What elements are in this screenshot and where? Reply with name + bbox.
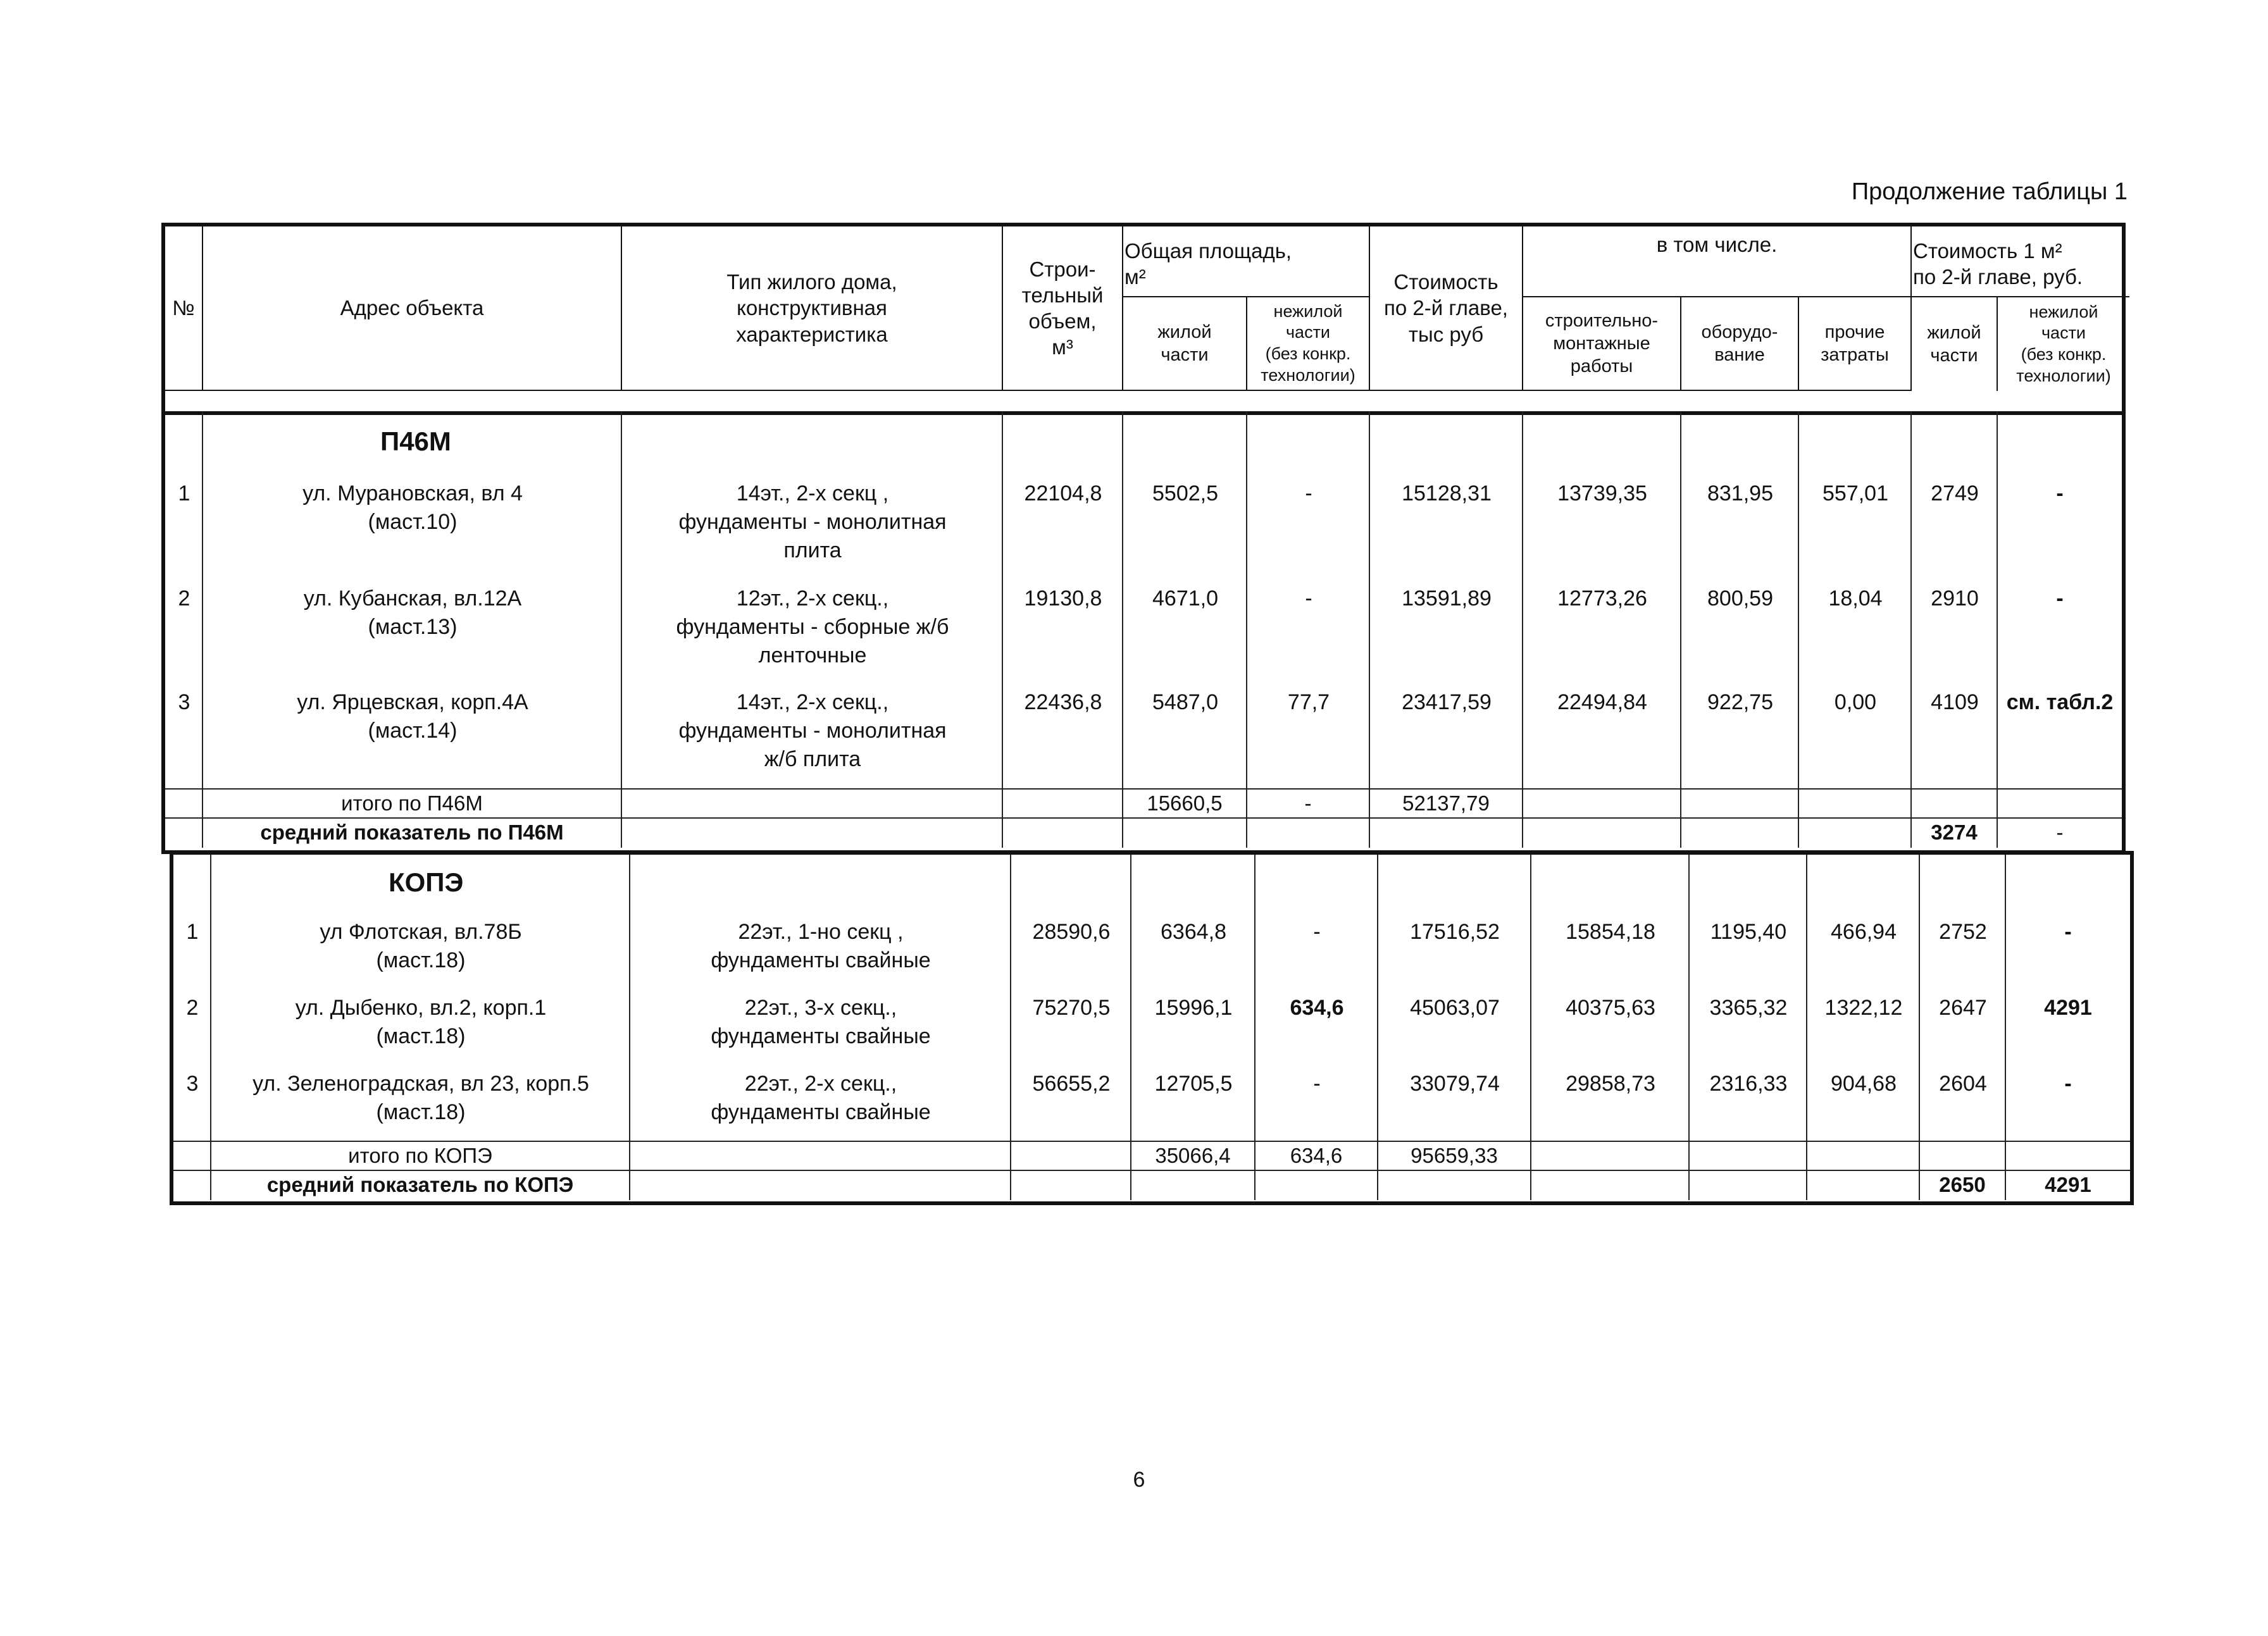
table-row: 3 ул. Зеленоградская, вл 23, корп.5 (маст.18) 22эт., 2-х секц., фундаменты свайные 56655,2 12705,5 - 33079,74 29858,73 2316,33 904,68 2604 - bbox=[186, 1072, 2072, 1125]
header-volume: Строи- тельный объем, м³ bbox=[1003, 226, 1123, 391]
table-continuation-caption: Продолжение таблицы 1 bbox=[1851, 178, 2128, 205]
table-header bbox=[161, 223, 2126, 415]
header-area-residential: жилой части bbox=[1123, 297, 1247, 391]
average-row: средний показатель по КОПЭ 2650 4291 bbox=[173, 1170, 2130, 1200]
table-row: 1 ул Флотская, вл.78Б (маст.18) 22эт., 1-но секц , фундаменты свайные 28590,6 6364,8 - 17516,52 15854,18 1195,40 466,94 2752 - bbox=[186, 920, 2072, 973]
table-row: 2 ул. Дыбенко, вл.2, корп.1 (маст.18) 22эт., 3-х секц., фундаменты свайные 75270,5 15996,1 634,6 45063,07 40375,63 3365,32 1322,12 2647 4291 bbox=[186, 996, 2092, 1049]
header-address: Адрес объекта bbox=[203, 226, 622, 391]
header-building-type: Тип жилого дома, конструктивная характеристика bbox=[622, 226, 1003, 391]
average-row: средний показатель по П46М 3274 - bbox=[165, 817, 2122, 848]
header-construction-works: строительно- монтажные работы bbox=[1523, 297, 1681, 391]
group-title: П46М bbox=[380, 426, 451, 456]
page-number: 6 bbox=[1133, 1468, 1145, 1492]
total-row: итого по П46М 15660,5 - 52137,79 bbox=[165, 788, 2122, 819]
header-including: в том числе. bbox=[1523, 226, 1912, 297]
header-equipment: оборудо- вание bbox=[1681, 297, 1799, 391]
group-p46m bbox=[161, 411, 2126, 854]
table-row: 2 ул. Кубанская, вл.12А (маст.13) 12эт., 2-х секц., фундаменты - сборные ж/б ленточные 19130,8 4671,0 - 13591,89 12773,26 800,59 18,04 2910 - bbox=[178, 586, 2064, 668]
header-no: № bbox=[165, 226, 203, 391]
group-kope bbox=[170, 851, 2134, 1205]
table-row: 1 ул. Мурановская, вл 4 (маст.10) 14эт., 2-х секц , фундаменты - монолитная плита 22104,8 5502,5 - 15128,31 13739,35 831,95 557,01 2749 - bbox=[178, 481, 2064, 563]
header-cost: Стоимость по 2-й главе, тыс руб bbox=[1370, 226, 1523, 391]
header-other-costs: прочие затраты bbox=[1799, 297, 1912, 391]
total-row: итого по КОПЭ 35066,4 634,6 95659,33 bbox=[173, 1141, 2130, 1171]
group-title: КОПЭ bbox=[389, 867, 464, 897]
header-area-nonresidential: нежилой части (без конкр. технологии) bbox=[1247, 297, 1370, 391]
table-row: 3 ул. Ярцевская, корп.4А (маст.14) 14эт., 2-х секц., фундаменты - монолитная ж/б плита 22436,8 5487,0 77,7 23417,59 22494,84 922,75 0,00 4109 см. табл.2 bbox=[178, 690, 2114, 772]
header-unit-cost: Стоимость 1 м² по 2-й главе, руб. bbox=[1912, 226, 2129, 297]
header-total-area: Общая площадь, м² bbox=[1123, 226, 1370, 297]
header-unit-residential: жилой части bbox=[1912, 297, 1998, 391]
header-unit-nonresidential: нежилой части (без конкр. технологии) bbox=[2016, 302, 2111, 385]
